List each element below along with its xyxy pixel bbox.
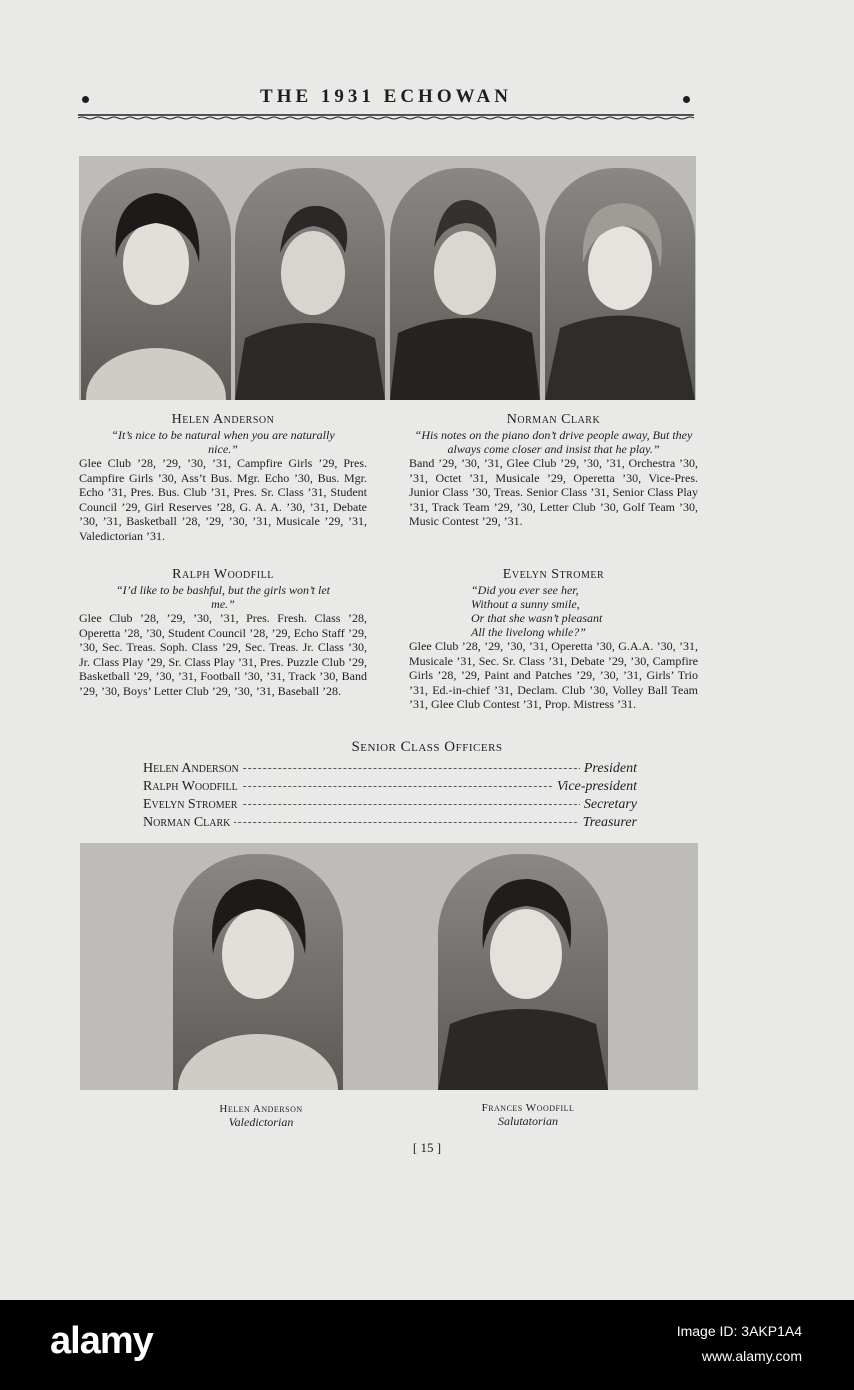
quote-line: Or that she wasn’t pleasant	[471, 611, 603, 625]
student-name: Norman Clark	[506, 412, 601, 427]
bottom-photo-panel	[80, 843, 698, 1090]
portrait-norman-clark	[390, 168, 540, 400]
caption-valedictorian	[173, 1103, 349, 1130]
image-id: Image ID: 3AKP1A4	[676, 1323, 802, 1339]
honor-name: Helen Anderson	[219, 1103, 303, 1115]
entry-norman-clark	[409, 412, 698, 529]
stock-footer	[0, 1300, 854, 1390]
caption-salutatorian	[440, 1102, 616, 1129]
student-activities: Glee Club ’28, ’29, ’30, ’31, Campfire Girls ’29, Pres. Campfire Girls ’30, Ass’t Bus. Mgr. Echo ’30, Bus. Mgr. Echo ’31, Pres. Bus. Club ’31, Pres. Sr. Class ’31, Student Council ’29, Girl Reserves ’28, G. A. A. ’30, ’31, Debate ’30, ’31, Basketball ’28, ’29, ’30, ’31, Musicale ’29, ’31, Valedictorian ’31.	[79, 456, 367, 543]
officer-role: Secretary	[580, 797, 637, 813]
student-name: Ralph Woodfill	[172, 567, 274, 582]
entry-ralph-woodfill	[79, 567, 367, 698]
page-header	[78, 86, 694, 122]
officer-role: President	[580, 761, 637, 777]
student-quote: “It’s nice to be natural when you are naturally nice.”	[111, 428, 335, 456]
student-quote	[409, 583, 698, 639]
honor-title: Salutatorian	[497, 1114, 558, 1128]
student-quote: “His notes on the piano don’t drive people away, But they always come closer and insist that he play.”	[414, 428, 693, 456]
bullet-right-icon	[683, 96, 690, 103]
officer-row	[143, 761, 637, 779]
officer-row	[143, 779, 637, 797]
portrait-ralph-woodfill	[235, 168, 385, 400]
portrait-helen-anderson-valedictorian	[173, 854, 343, 1090]
officer-role: Vice-president	[553, 779, 637, 795]
top-photo-panel	[79, 156, 696, 400]
page-title: THE 1931 ECHOWAN	[260, 86, 512, 107]
student-activities: Glee Club ’28, ’29, ’30, ’31, Pres. Fresh. Class ’28, Operetta ’28, ’30, Student Council ’28, ’29, Echo Staff ’29, ’30, Sec. Treas. Soph. Class ’29, Sec. Treas. Jr. Class ’30, Jr. Class Play ’29, Sr. Class Play ’31, Pres. Puzzle Club ’29, Basketball ’29, ’30, ’31, Football ’30, ’31, Track ’30, Band ’29, ’30, Boys’ Letter Club ’29, ’30, ’31, Baseball ’28.	[79, 611, 367, 698]
portrait-evelyn-stromer	[545, 168, 695, 400]
officer-name: Helen Anderson	[143, 761, 243, 777]
student-activities: Glee Club ’28, ’29, ’30, ’31, Operetta ’30, G.A.A. ’30, ’31, Musicale ’31, Sec. Sr. Class ’31, Debate ’29, ’30, Campfire Girls ’28, ’29, Paint and Patches ’29, ’30, ’31, Girls’ Trio ’31, Ed.-in-chief ’31, Declam. Club ’30, Volley Ball Team ’31, Glee Club Contest ’31, Prop. Mistress ’31.	[409, 639, 698, 711]
site-link[interactable]: www.alamy.com	[701, 1348, 802, 1364]
portrait-frances-woodfill	[438, 854, 608, 1090]
student-name: Helen Anderson	[171, 412, 275, 427]
student-activities: Band ’29, ’30, ’31, Glee Club ’29, ’30, ’31, Orchestra ’30, ’31, Octet ’31, Musicale ’29, Operetta ’30, Vice-Pres. Junior Class ’30, Treas. Senior Class ’31, Senior Class Play ’31, Track Team ’29, ’30, Letter Club ’30, Golf Team ’30, Music Contest ’29, ’31.	[409, 456, 698, 528]
officer-row	[143, 815, 637, 833]
alamy-logo: alamy	[50, 1320, 153, 1362]
quote-line: All the livelong while?”	[471, 625, 586, 639]
officer-name: Ralph Woodfill	[143, 779, 242, 795]
officer-name: Norman Clark	[143, 815, 234, 831]
entry-helen-anderson	[79, 412, 367, 543]
officer-role: Treasurer	[579, 815, 637, 831]
entry-evelyn-stromer	[409, 567, 698, 712]
portrait-helen-anderson	[81, 168, 231, 400]
student-name: Evelyn Stromer	[502, 567, 605, 582]
honor-name: Frances Woodfill	[481, 1102, 575, 1114]
honor-title: Valedictorian	[228, 1115, 294, 1129]
page-number: [ 15 ]	[412, 1140, 442, 1155]
student-quote: “I’d like to be bashful, but the girls won’t let me.”	[116, 583, 330, 611]
header-rule	[78, 114, 694, 120]
quote-line: “Did you ever see her,	[471, 583, 579, 597]
quote-line: Without a sunny smile,	[471, 597, 580, 611]
officer-row	[143, 797, 637, 815]
officer-name: Evelyn Stromer	[143, 797, 241, 813]
officers-title: Senior Class Officers	[351, 739, 503, 755]
